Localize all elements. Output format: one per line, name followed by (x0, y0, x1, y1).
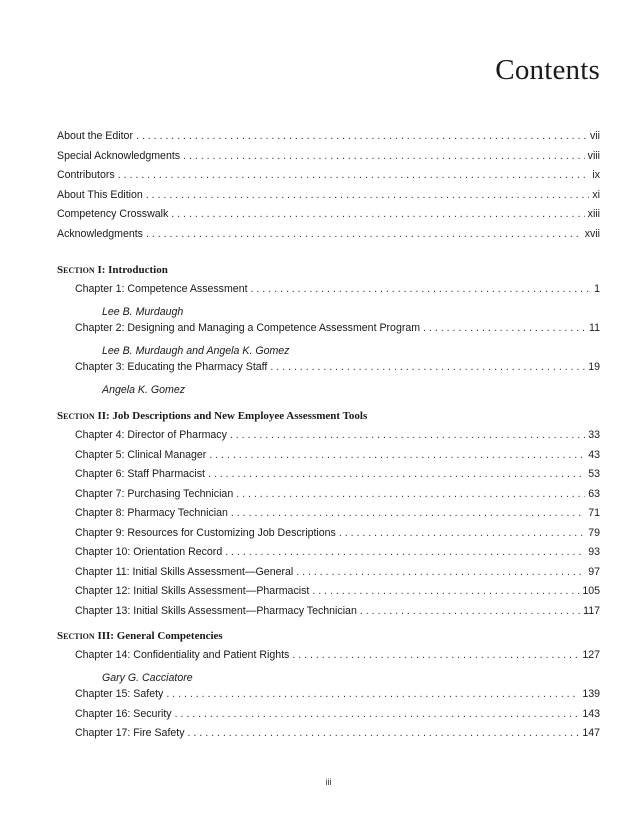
chapter-label: Chapter 17: Fire Safety (75, 727, 185, 739)
toc-entry-page: vii (589, 130, 600, 142)
chapter-entry[interactable] (75, 468, 600, 488)
chapter-label: Chapter 8: Pharmacy Technician (75, 507, 228, 519)
toc-entry-page: xi (592, 188, 600, 201)
toc-entry[interactable] (57, 189, 600, 209)
section-1 (57, 264, 600, 400)
toc-entry-label: About This Edition (57, 188, 143, 201)
chapter-label: Chapter 14: Confidentiality and Patient Rights (75, 649, 290, 661)
chapter-page: 127 (582, 649, 600, 661)
chapter-label: Chapter 7: Purchasing Technician (75, 487, 234, 500)
dot-leader (171, 208, 584, 220)
toc-entry-label: Competency Crosswalk (57, 208, 169, 220)
dot-leader (136, 130, 587, 142)
dot-leader (230, 429, 585, 441)
chapter-author: Lee B. Murdaugh (102, 305, 184, 318)
chapter-page: 105 (582, 585, 600, 597)
chapter-entry[interactable] (75, 361, 600, 381)
section-3 (57, 630, 600, 747)
chapter-label: Chapter 16: Security (75, 707, 172, 720)
chapter-page: 19 (588, 361, 600, 373)
toc-entry-label: About the Editor (57, 130, 133, 142)
chapter-author: Lee B. Murdaugh and Angela K. Gomez (102, 344, 290, 357)
chapter-author: Gary G. Cacciatore (102, 671, 193, 684)
chapter-page: 143 (582, 707, 600, 720)
toc-entry-page: xiii (587, 208, 600, 220)
chapter-entry[interactable] (75, 283, 600, 303)
chapter-entry[interactable] (75, 488, 600, 508)
dot-leader (296, 566, 585, 578)
chapter-entry[interactable] (75, 688, 600, 708)
dot-leader (166, 688, 579, 700)
dot-leader (183, 150, 585, 162)
chapter-page: 147 (582, 727, 600, 739)
chapter-label: Chapter 11: Initial Skills Assessment—General (75, 565, 294, 578)
chapter-page: 93 (588, 546, 600, 558)
chapter-label: Chapter 1: Competence Assessment (75, 283, 248, 295)
dot-leader (360, 605, 580, 617)
section-heading[interactable] (57, 264, 600, 283)
chapter-entry[interactable] (75, 585, 600, 605)
chapter-label: Chapter 3: Educating the Pharmacy Staff (75, 361, 268, 373)
dot-leader (175, 708, 580, 720)
chapter-page: 79 (588, 526, 600, 539)
toc-entry[interactable] (57, 150, 600, 170)
section-prefix: Section (57, 410, 95, 422)
front-matter-list (57, 130, 600, 247)
section-title: II: Job Descriptions and New Employee Assessment Tools (94, 410, 368, 422)
chapter-entry[interactable] (75, 546, 600, 566)
toc-entry-label: Special Acknowledgments (57, 149, 181, 162)
dot-leader (231, 507, 585, 519)
chapter-label: Chapter 15: Safety (75, 688, 164, 700)
section-title: I: Introduction (94, 264, 168, 276)
dot-leader (339, 527, 585, 539)
chapter-list (57, 283, 600, 400)
section-heading[interactable] (57, 630, 600, 649)
dot-leader (146, 228, 582, 240)
dot-leader (208, 468, 585, 480)
page-title: Contents (495, 54, 600, 86)
chapter-entry[interactable] (75, 507, 600, 527)
chapter-page: 33 (588, 429, 600, 441)
chapter-page: 1 (594, 283, 600, 295)
page-number: iii (325, 777, 332, 787)
chapter-label: Chapter 12: Initial Skills Assessment—Pharmacist (75, 585, 310, 597)
chapter-list (57, 429, 600, 624)
dot-leader (225, 546, 585, 558)
dot-leader (292, 649, 579, 661)
chapter-page: 11 (589, 322, 600, 334)
dot-leader (236, 488, 585, 500)
chapter-entry[interactable] (75, 429, 600, 449)
chapter-label: Chapter 13: Initial Skills Assessment—Pharmacy Technician (75, 604, 357, 617)
section-prefix: Section (57, 630, 95, 642)
chapter-page: 71 (588, 507, 600, 519)
dot-leader (188, 727, 580, 739)
toc-entry[interactable] (57, 169, 600, 189)
chapter-entry[interactable] (75, 708, 600, 728)
toc-entry[interactable] (57, 208, 600, 228)
section-heading[interactable] (57, 410, 600, 429)
toc-page (57, 0, 600, 826)
dot-leader (312, 585, 579, 597)
chapter-label: Chapter 5: Clinical Manager (75, 448, 207, 461)
section-title: III: General Competencies (94, 630, 223, 642)
chapter-page: 117 (583, 604, 600, 617)
chapter-label: Chapter 4: Director of Pharmacy (75, 429, 227, 441)
dot-leader (146, 189, 590, 201)
dot-leader (209, 449, 585, 461)
section-2 (57, 410, 600, 624)
chapter-label: Chapter 6: Staff Pharmacist (75, 468, 205, 480)
chapter-page: 43 (588, 448, 600, 461)
section-prefix: Section (57, 264, 95, 276)
toc-entry[interactable] (57, 130, 600, 150)
chapter-entry[interactable] (75, 527, 600, 547)
chapter-page: 53 (588, 468, 600, 480)
dot-leader (423, 322, 586, 334)
chapter-entry[interactable] (75, 605, 600, 625)
toc-entry-label: Acknowledgments (57, 227, 143, 240)
chapter-entry[interactable] (75, 566, 600, 586)
chapter-label: Chapter 9: Resources for Customizing Job Descriptions (75, 526, 336, 539)
toc-entry[interactable] (57, 228, 600, 248)
dot-leader (251, 283, 592, 295)
toc-entry-page: ix (592, 169, 600, 181)
chapter-entry[interactable] (75, 649, 600, 669)
chapter-label: Chapter 2: Designing and Managing a Competence Assessment Program (75, 322, 421, 334)
chapter-entry[interactable] (75, 322, 600, 342)
chapter-page: 97 (588, 565, 600, 578)
chapter-list (57, 649, 600, 747)
chapter-entry[interactable] (75, 727, 600, 747)
chapter-page: 139 (582, 688, 600, 700)
toc-entry-page: viii (587, 149, 600, 162)
chapter-entry[interactable] (75, 449, 600, 469)
toc-entry-page: xvii (584, 227, 600, 240)
toc-entry-label: Contributors (57, 169, 115, 181)
dot-leader (118, 169, 590, 181)
chapter-page: 63 (588, 487, 600, 500)
chapter-author: Angela K. Gomez (102, 383, 186, 396)
dot-leader (270, 361, 585, 373)
chapter-label: Chapter 10: Orientation Record (75, 546, 223, 558)
